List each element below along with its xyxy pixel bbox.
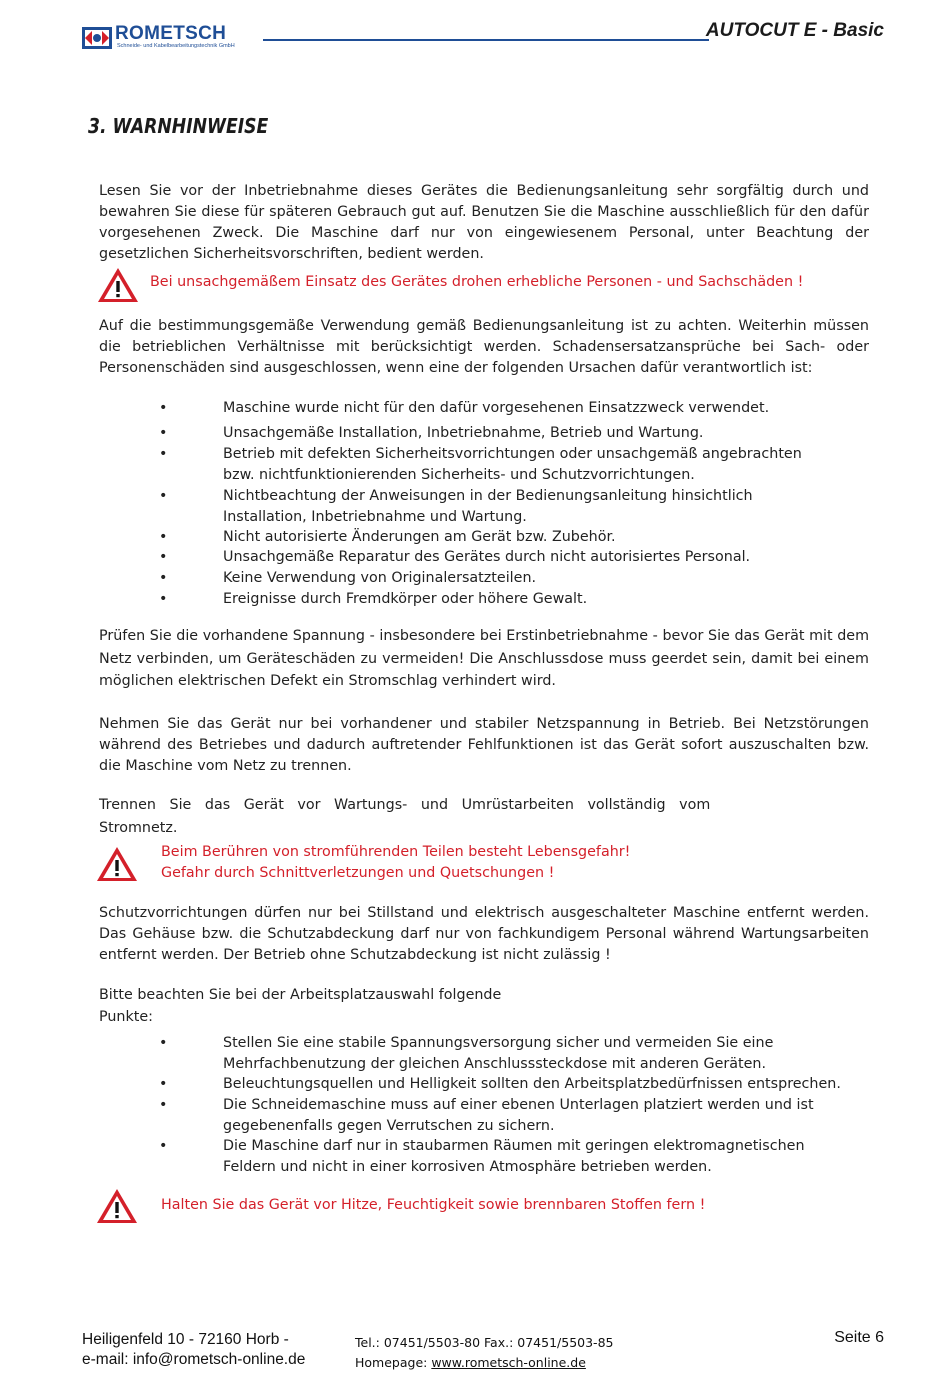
homepage-link[interactable]: www.rometsch-online.de xyxy=(431,1355,586,1370)
page-number: Seite 6 xyxy=(834,1329,884,1346)
document-title: AUTOCUT E - Basic xyxy=(705,20,884,41)
logo-name: ROMETSCH xyxy=(115,23,227,44)
list-item-line: gegebenenfalls gegen Verrutschen zu sichern. xyxy=(223,1118,555,1134)
footer-address-block xyxy=(82,1330,305,1370)
list-bullet: • xyxy=(159,446,168,462)
list-item-line: Installation, Inbetriebnahme und Wartung. xyxy=(223,509,527,525)
mains-paragraph: Nehmen Sie das Gerät nur bei vorhandener und stabiler Netzspannung in Betrieb. Bei Netzstörungen während des Betriebes und dadurch auftretender Fehlfunktionen ist das Gerät sofort auszuschalten bzw. die Maschine vom Netz zu trennen. xyxy=(99,716,869,774)
usage-paragraph: Auf die bestimmungsgemäße Verwendung gemäß Bedienungsanleitung ist zu achten. Weiterhin müssen die betrieblichen Verhältnisse mit berücksichtigt werden. Schadensersatzansprüche bei Sach- oder Personenschäden sind ausgeschlossen, wenn eine der folgenden Ursachen dafür verantwortlich ist: xyxy=(99,318,869,376)
warning-triangle-icon xyxy=(95,845,139,883)
list-item-line: Nichtbeachtung der Anweisungen in der Bedienungsanleitung hinsichtlich xyxy=(223,488,753,504)
guards-paragraph: Schutzvorrichtungen dürfen nur bei Stillstand und elektrisch ausgeschalteter Maschine entfernt werden. Das Gehäuse bzw. die Schutzabdeckung darf nur von fachkundigem Personal während Wartungsarbeiten entfernt werden. Der Betrieb ohne Schutzabdeckung ist nicht zulässig ! xyxy=(99,905,869,963)
list-item-line: Beleuchtungsquellen und Helligkeit sollten den Arbeitsplatzbedürfnissen entsprechen. xyxy=(223,1076,841,1092)
disconnect-line-2: Stromnetz. xyxy=(99,820,178,836)
footer-homepage xyxy=(355,1353,613,1373)
warning-live-parts: Beim Berühren von stromführenden Teilen besteht Lebensgefahr! xyxy=(161,844,631,860)
list-item-line: Die Maschine darf nur in staubarmen Räumen mit geringen elektromagnetischen xyxy=(223,1138,805,1154)
list-item-line: Die Schneidemaschine muss auf einer ebenen Unterlagen platziert werden und ist xyxy=(223,1097,814,1113)
list-bullet: • xyxy=(159,1076,168,1092)
voltage-paragraph: Prüfen Sie die vorhandene Spannung - insbesondere bei Erstinbetriebnahme - bevor Sie das Gerät mit dem Netz verbinden, um Geräteschäden zu vermeiden! Die Anschlussdose muss geerdet sein, damit bei einem möglichen elektrischen Defekt ein Stromschlag verhindert wird. xyxy=(99,628,869,689)
list-item-line: bzw. nichtfunktionierenden Sicherheits- und Schutzvorrichtungen. xyxy=(223,467,695,483)
rometsch-logo-icon xyxy=(82,27,112,49)
warning-misuse: Bei unsachgemäßem Einsatz des Gerätes drohen erhebliche Personen - und Sachschäden ! xyxy=(150,274,804,290)
footer-address: Heiligenfeld 10 - 72160 Horb - xyxy=(82,1331,289,1348)
list-item-line: Betrieb mit defekten Sicherheitsvorrichtungen oder unsachgemäß angebrachten xyxy=(223,446,802,462)
list-bullet: • xyxy=(159,488,168,504)
list-bullet: • xyxy=(159,1097,168,1113)
homepage-label: Homepage: xyxy=(355,1355,432,1370)
list-bullet: • xyxy=(159,1138,168,1154)
section-title: 3. WARNHINWEISE xyxy=(88,114,269,138)
warning-triangle-icon xyxy=(96,266,140,304)
workplace-line-2: Punkte: xyxy=(99,1009,153,1025)
warning-cuts: Gefahr durch Schnittverletzungen und Quetschungen ! xyxy=(161,865,555,881)
list-item-line: Mehrfachbenutzung der gleichen Anschlusssteckdose mit anderen Geräten. xyxy=(223,1056,767,1072)
list-item-line: Feldern und nicht in einer korrosiven Atmosphäre betrieben werden. xyxy=(223,1159,712,1175)
list-item-line: Nicht autorisierte Änderungen am Gerät bzw. Zubehör. xyxy=(223,529,616,545)
list-item-line: Maschine wurde nicht für den dafür vorgesehenen Einsatzzweck verwendet. xyxy=(223,400,770,416)
intro-paragraph: Lesen Sie vor der Inbetriebnahme dieses Gerätes die Bedienungsanleitung sehr sorgfältig durch und bewahren Sie diese für späteren Gebrauch gut auf. Benutzen Sie die Maschine ausschließlich für den dafür vorgesehenen Zweck. Die Maschine darf nur von eingewiesenem Personal, unter Beachtung der gesetzlichen Sicherheitsvorschriften, bedient werden. xyxy=(99,183,869,262)
list-bullet: • xyxy=(159,591,168,607)
company-logo xyxy=(82,23,242,52)
list-bullet: • xyxy=(159,400,168,416)
list-bullet: • xyxy=(159,425,168,441)
warning-heat: Halten Sie das Gerät vor Hitze, Feuchtigkeit sowie brennbaren Stoffen fern ! xyxy=(161,1197,706,1213)
disconnect-line-1: Trennen Sie das Gerät vor Wartungs- und Umrüstarbeiten vollständig vom xyxy=(99,797,711,813)
list-bullet: • xyxy=(159,570,168,586)
header-rule xyxy=(263,39,709,41)
list-item-line: Stellen Sie eine stabile Spannungsversorgung sicher und vermeiden Sie eine xyxy=(223,1035,774,1051)
warning-triangle-icon xyxy=(95,1187,139,1225)
list-item-line: Unsachgemäße Installation, Inbetriebnahme, Betrieb und Wartung. xyxy=(223,425,704,441)
list-bullet: • xyxy=(159,529,168,545)
footer-email[interactable]: e-mail: info@rometsch-online.de xyxy=(82,1351,306,1368)
list-item-line: Keine Verwendung von Originalersatzteilen. xyxy=(223,570,537,586)
footer-phone: Tel.: 07451/5503-80 Fax.: 07451/5503-85 xyxy=(355,1335,614,1350)
workplace-line-1: Bitte beachten Sie bei der Arbeitsplatzauswahl folgende xyxy=(99,987,502,1003)
list-bullet: • xyxy=(159,1035,168,1051)
list-item-line: Ereignisse durch Fremdkörper oder höhere Gewalt. xyxy=(223,591,588,607)
list-item-line: Unsachgemäße Reparatur des Gerätes durch nicht autorisiertes Personal. xyxy=(223,549,751,565)
logo-subtitle: Schneide- und Kabelbearbeitungstechnik GmbH xyxy=(117,43,235,49)
footer-contact xyxy=(355,1333,613,1373)
list-bullet: • xyxy=(159,549,168,565)
